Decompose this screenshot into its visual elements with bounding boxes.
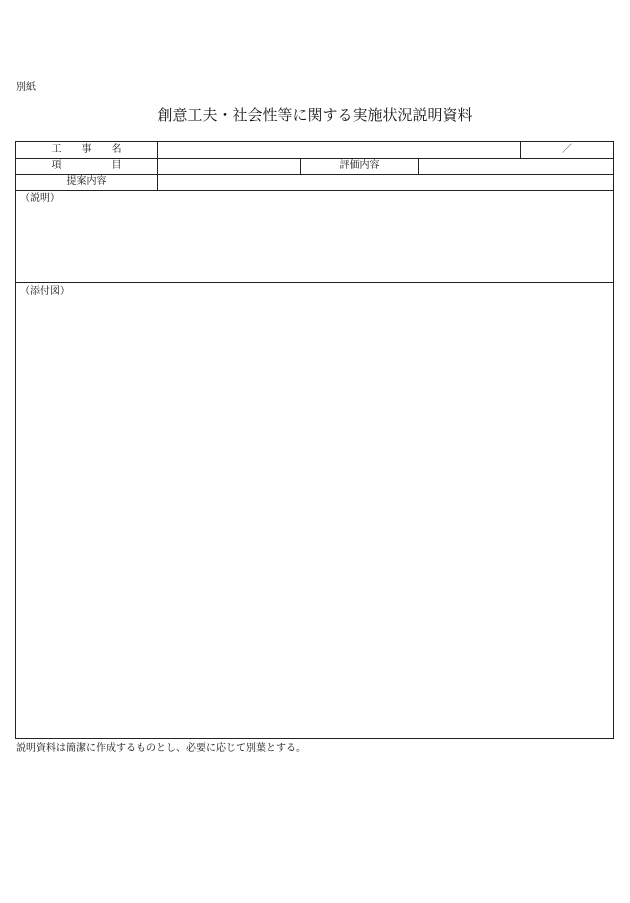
item-label-char-2: 目: [111, 160, 122, 171]
item-label: [16, 158, 158, 174]
attachment-section[interactable]: [16, 284, 613, 738]
project-name-field[interactable]: [158, 142, 521, 158]
item-field[interactable]: [158, 158, 301, 174]
project-name-label: [16, 142, 158, 158]
proposal-form: [15, 141, 614, 739]
project-name-label-char-2: 事: [81, 144, 92, 155]
project-name-label-char-3: 名: [111, 144, 122, 155]
document-title: 創意工夫・社会性等に関する実施状況説明資料: [157, 106, 473, 124]
proposal-row: [16, 174, 613, 191]
project-name-row: [16, 142, 613, 159]
item-label-char-1: 項: [51, 160, 62, 171]
proposal-field[interactable]: [158, 174, 613, 190]
attachment-label: （添付図）: [20, 286, 70, 297]
slash-field[interactable]: ／: [562, 144, 572, 155]
proposal-label: 提案内容: [16, 174, 158, 190]
explanation-label: （説明）: [20, 193, 60, 204]
evaluation-field[interactable]: [419, 158, 613, 174]
item-row: [16, 158, 613, 175]
project-name-label-char-1: 工: [51, 144, 62, 155]
annex-label: 別紙: [16, 82, 36, 93]
footnote: 説明資料は簡潔に作成するものとし、必要に応じて別葉とする。: [16, 743, 306, 754]
explanation-section[interactable]: [16, 191, 613, 283]
evaluation-label: 評価内容: [301, 158, 419, 174]
